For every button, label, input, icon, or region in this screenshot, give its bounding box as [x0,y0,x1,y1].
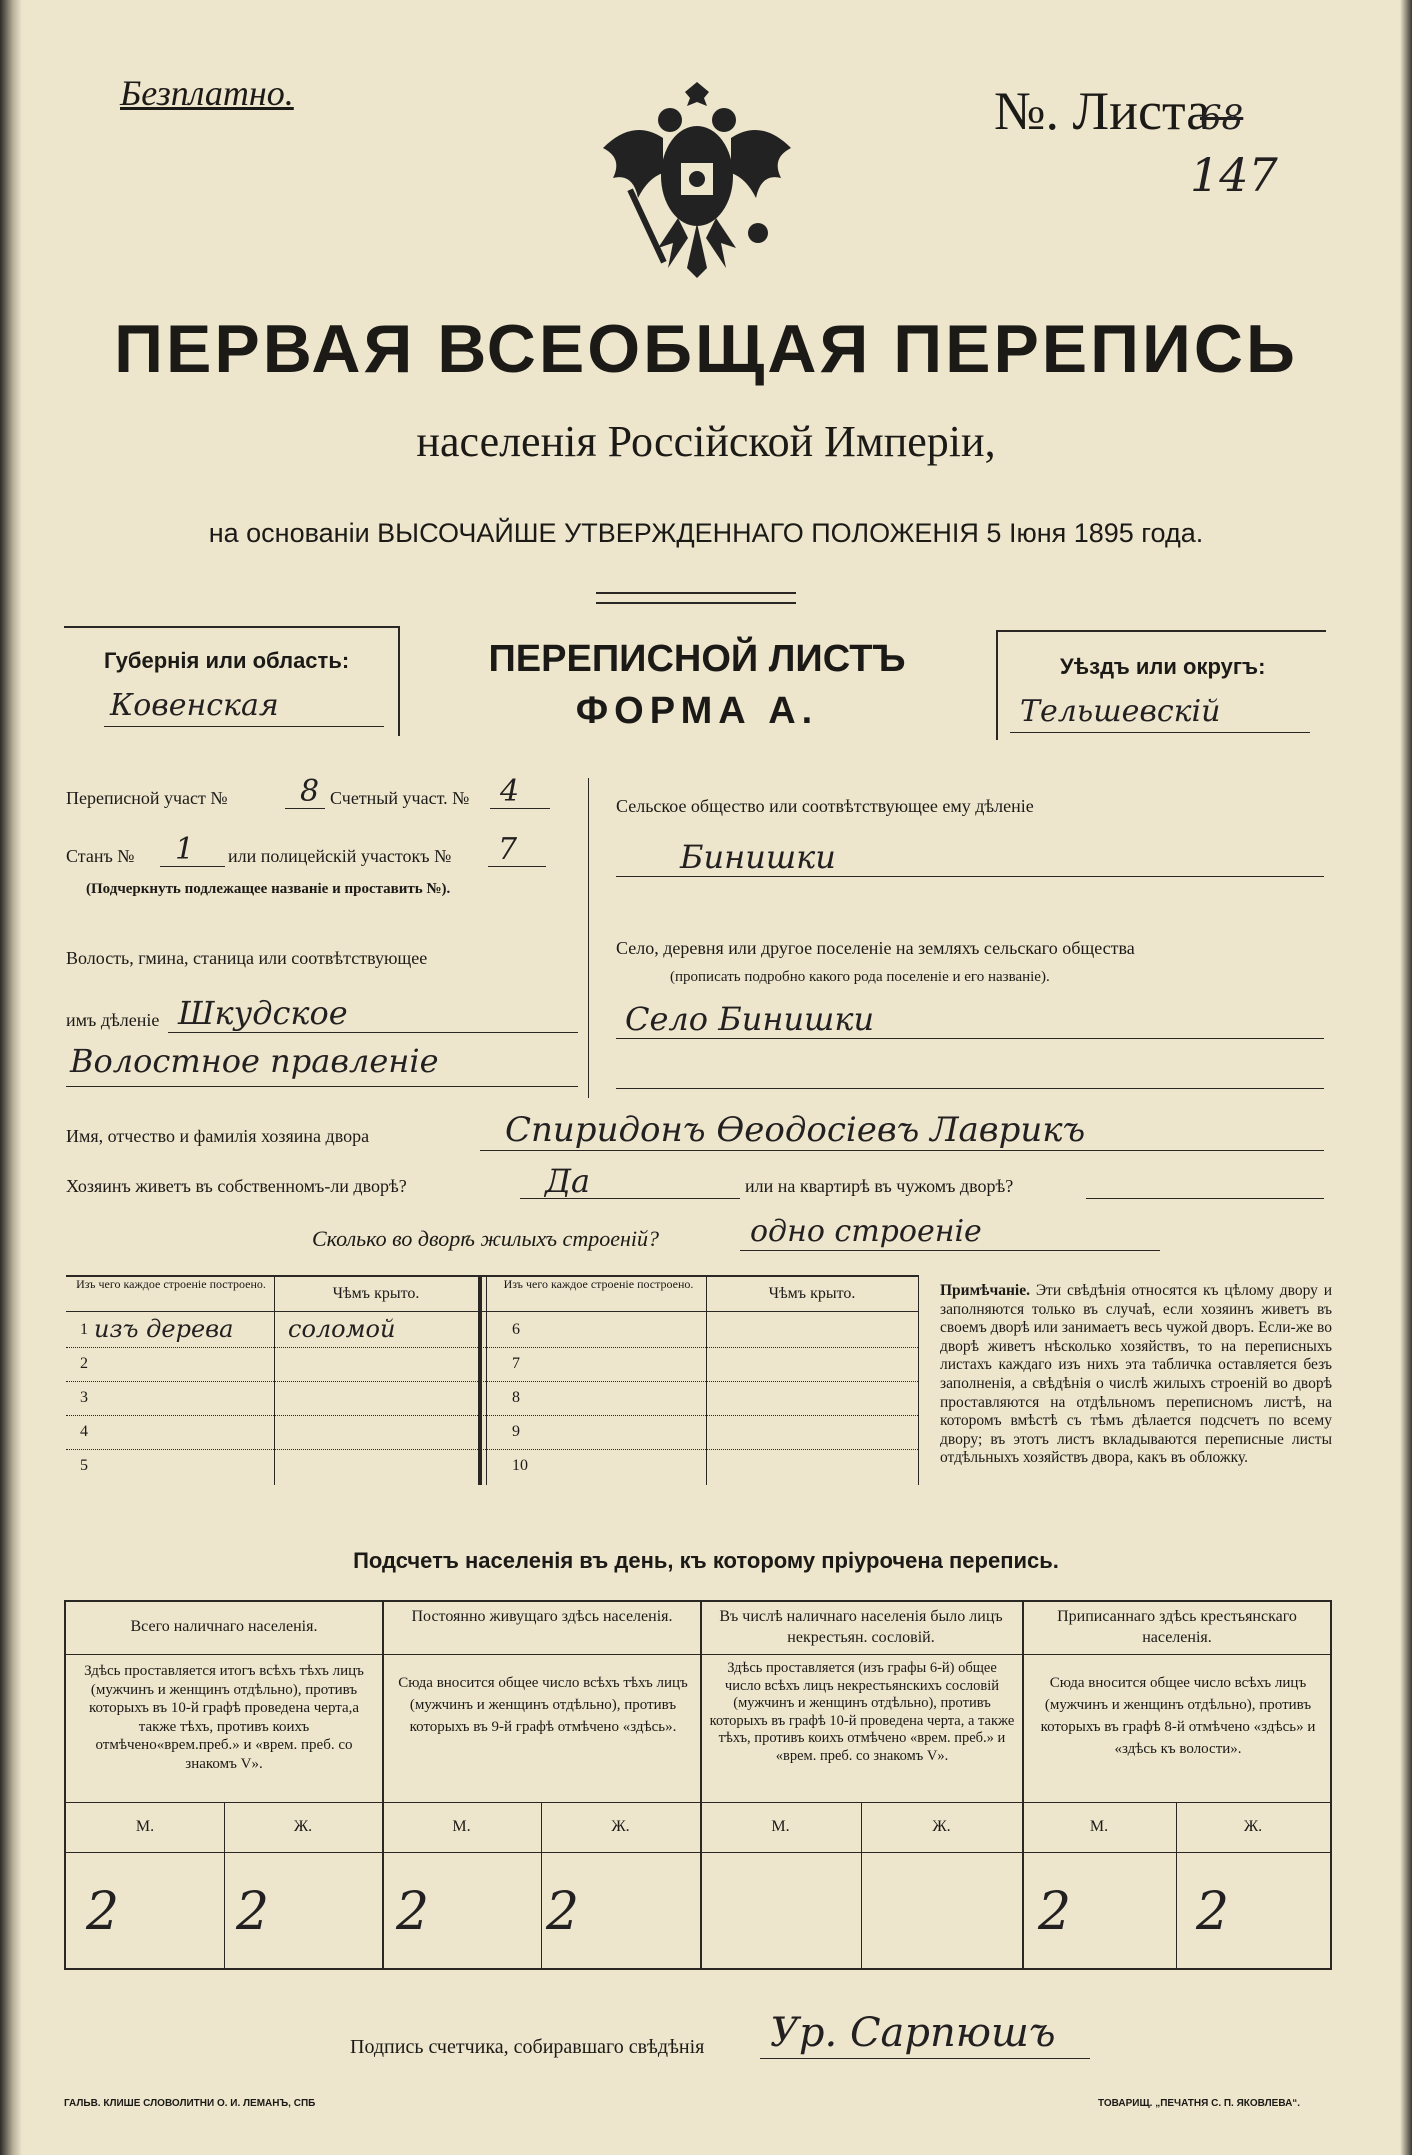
rule [64,626,399,628]
rule [700,1602,702,1968]
rule [160,866,225,867]
rule [520,1198,740,1199]
count-col4-desc: Сюда вносится общее число всѣхъ лицъ (мужчинъ и женщинъ отдѣльно), противъ которыхъ въ графѣ 8-й отмѣчено «здѣсь» и «здѣсь къ волости». [1040,1675,1316,1757]
owner-name-value: Спиридонъ Өеодосіевъ Лаврикъ [505,1110,1086,1150]
form-name: ФОРМА А. [575,690,819,732]
rule [996,630,998,740]
village-value: Село Бинишки [625,1000,875,1038]
census-subtitle: населенія Россійской Имперіи, [416,417,996,466]
count-col3-m-label: М. [771,1818,790,1835]
count-col3-heading: Въ числѣ наличнаго населенія было лицъ некрестьян. сословій. [719,1608,1003,1646]
rule [66,1086,578,1087]
free-label: Безплатно. [120,73,294,113]
village-note: (прописать подробно какого рода поселеніе и его названіе). [670,969,1050,985]
count-col4-m-value: 2 [1038,1882,1072,1942]
own-yard-value: Да [545,1162,591,1200]
rule [1022,1602,1024,1968]
gubernia-label: Губернія или область: [104,648,350,673]
row-number: 5 [80,1457,88,1474]
note-block [940,1282,1332,1468]
row-number: 1 [80,1321,88,1338]
rented-label: или на квартирѣ въ чужомъ дворѣ? [745,1176,1014,1196]
note-heading: Примѣчаніе. [940,1282,1030,1299]
buildings-value: одно строеніе [750,1214,982,1249]
uezd-label: Уѣздъ или округъ: [1060,654,1266,679]
village-label: Село, деревня или другое поселеніе на земляхъ сельскаго общества [616,938,1135,958]
volost-value-2: Волостное правленіе [70,1042,439,1080]
rule [382,1602,384,1968]
uezd-value: Тельшевскій [1020,694,1221,729]
rule [740,1250,1160,1251]
police-label: или полицейскій участокъ № [228,846,452,866]
count-col1-m-value: 2 [86,1882,120,1942]
row-number: 2 [80,1355,88,1372]
gubernia-value: Ковенская [110,688,279,723]
rule [168,1032,578,1033]
rule [478,1275,482,1485]
rule [490,808,550,809]
count-col4-heading: Приписаннаго здѣсь крестьянскаго населенія. [1057,1608,1297,1646]
rule [706,1275,707,1485]
rule [486,1275,487,1485]
count-table [64,1600,1332,1970]
count-col2-zh-label: Ж. [611,1818,630,1835]
count-col1-zh-label: Ж. [293,1818,313,1835]
count-col1-zh-value: 2 [236,1882,270,1942]
count-col2-heading: Постоянно живущаго здѣсь населенія. [411,1608,673,1625]
count-col2-desc: Сюда вносится общее число всѣхъ тѣхъ лицъ (мужчинъ и женщинъ отдѣльно), противъ которыхъ въ 9-й графѣ отмѣчено «здѣсь». [398,1675,688,1735]
census-basis: на основаніи ВЫСОЧАЙШЕ УТВЕРЖДЕННАГО ПОЛОЖЕНІЯ 5 Іюня 1895 года. [208,518,1204,548]
count-col1-m-label: М. [135,1818,155,1835]
imperial-eagle-emblem [598,68,796,286]
stan-value: 1 [175,832,195,867]
volost-label: Волость, гмина, станица или соотвѣтствующее [66,948,428,968]
rule [66,1381,918,1382]
society-value: Бинишки [680,838,836,876]
delenie-label: имъ дѣленіе [66,1010,160,1030]
rule [918,1275,919,1485]
volost-value-1: Шкудское [178,994,348,1032]
schetny-uchast-label: Счетный участ. № [330,788,470,808]
rule [66,1347,918,1348]
rule [996,630,1326,632]
count-col2-m-value: 2 [396,1882,430,1942]
row-number: 4 [80,1423,88,1440]
rule [66,1311,918,1312]
signature-value: Ур. Сарпюшъ [770,2010,1056,2056]
underline-note: (Подчеркнуть подлежащее названіе и проставить №). [86,881,451,897]
rule [66,1802,1330,1803]
printer-right: ТОВАРИЩ. „ПЕЧАТНЯ С. П. ЯКОВЛЕВА“. [1098,2098,1301,2109]
row-roof: соломой [288,1315,396,1343]
sheet-number-label: №. Листа [994,81,1211,141]
rule [66,1852,1330,1853]
count-col3-desc: Здѣсь проставляется (изъ графы 6-й) общее число всѣхъ лицъ некрестьянскихъ сословій (мужчинъ и женщинъ отдѣльно), противъ которыхъ въ графѣ 10-й проведена черта, а также тѣхъ, противъ коихъ отмѣчено «врем. преб.» и «врем. преб. со знакомъ V». [709,1660,1015,1764]
buildings-table [66,1275,918,1485]
census-title: ПЕРВАЯ ВСЕОБЩАЯ ПЕРЕПИСЬ [114,311,1298,387]
col-built-right: Изъ чего каждое строеніе построено. [503,1277,694,1291]
rule [480,1150,1324,1151]
stan-label: Станъ № [66,846,135,866]
count-title: Подсчетъ населенія въ день, къ которому пріурочена перепись. [353,1548,1059,1573]
signature-label: Подпись счетчика, собиравшаго свѣдѣнія [350,2036,705,2058]
count-col4-zh-label: Ж. [1243,1818,1263,1835]
rule [616,1088,1324,1089]
police-value: 7 [498,832,518,867]
rule [104,726,384,727]
perepis-uchast-value: 8 [300,774,320,809]
count-col4-zh-value: 2 [1196,1882,1230,1942]
row-number: 8 [512,1389,520,1406]
col-roof-left: Чѣмъ крыто. [332,1285,420,1302]
col-roof-right: Чѣмъ крыто. [768,1285,856,1302]
rule [760,2058,1090,2059]
row-built: изъ дерева [94,1315,234,1343]
row-number: 9 [512,1423,520,1440]
count-col1-heading: Всего наличнаго населенія. [130,1618,318,1635]
row-number: 7 [512,1355,520,1372]
rule [66,1654,1330,1655]
col-built-left: Изъ чего каждое строеніе построено. [76,1277,266,1291]
rule [285,808,325,809]
ornament-divider [596,592,796,604]
count-col2-zh-value: 2 [546,1882,580,1942]
society-label: Сельское общество или соотвѣтствующее ему дѣленіе [616,796,1034,816]
rule [1086,1198,1324,1199]
row-number: 3 [80,1389,88,1406]
rule [1010,732,1310,733]
rule [66,1449,918,1450]
count-col2-m-label: М. [452,1818,471,1835]
count-col4-m-label: М. [1089,1818,1109,1835]
note-text: Эти свѣдѣнія относятся къ цѣлому двору и заполняются только въ случаѣ, если хозяинъ живетъ въ своемъ дворѣ или занимаетъ весь чужой дворъ. Если-же во дворѣ живетъ нѣсколько хозяйствъ, то на переписныхъ листахъ каждаго изъ нихъ эта табличка оставляется безъ заполненія, а свѣдѣнія о числѣ жилыхъ строеній во дворѣ проставляются на отдѣльномъ переписномъ листѣ, на которомъ вмѣстѣ съ тѣмъ дѣлается подсчетъ по всему двору; въ этотъ листъ вкладываются переписные листы отдѣльныхъ хозяйствъ двора, какъ въ обложку. [940,1282,1333,1467]
rule [488,866,546,867]
sheet-number-crossed: 68 [1200,98,1244,138]
owner-name-label: Имя, отчество и фамилія хозяина двора [66,1126,370,1146]
row-number: 6 [512,1321,520,1338]
form-title: ПЕРЕПИСНОЙ ЛИСТЪ [488,638,906,680]
count-col1-desc: Здѣсь проставляется итогъ всѣхъ тѣхъ лицъ (мужчинъ и женщинъ отдѣльно), противъ которыхъ въ 10-й графѣ проведена черта,а также тѣхъ, противъ коихъ отмѣчено«врем.преб.» и «врем. преб. со знакомъ V». [84,1663,364,1772]
count-col3-zh-label: Ж. [932,1818,951,1835]
rule [66,1415,918,1416]
rule [274,1275,275,1485]
printer-left: ГАЛЬВ. КЛИШЕ СЛОВОЛИТНИ О. И. ЛЕМАНЪ, СПБ [64,2098,316,2109]
rule [616,876,1324,877]
rule [588,778,589,1098]
row-number: 10 [512,1457,528,1474]
rule [616,1038,1324,1039]
sheet-number-value: 147 [1190,148,1278,202]
buildings-label: Сколько во дворѣ жилыхъ строеній? [312,1226,659,1251]
perepis-uchast-label: Переписной участ № [66,788,228,808]
schetny-uchast-value: 4 [500,774,520,809]
own-yard-label: Хозяинъ живетъ въ собственномъ-ли дворѣ? [66,1176,407,1196]
